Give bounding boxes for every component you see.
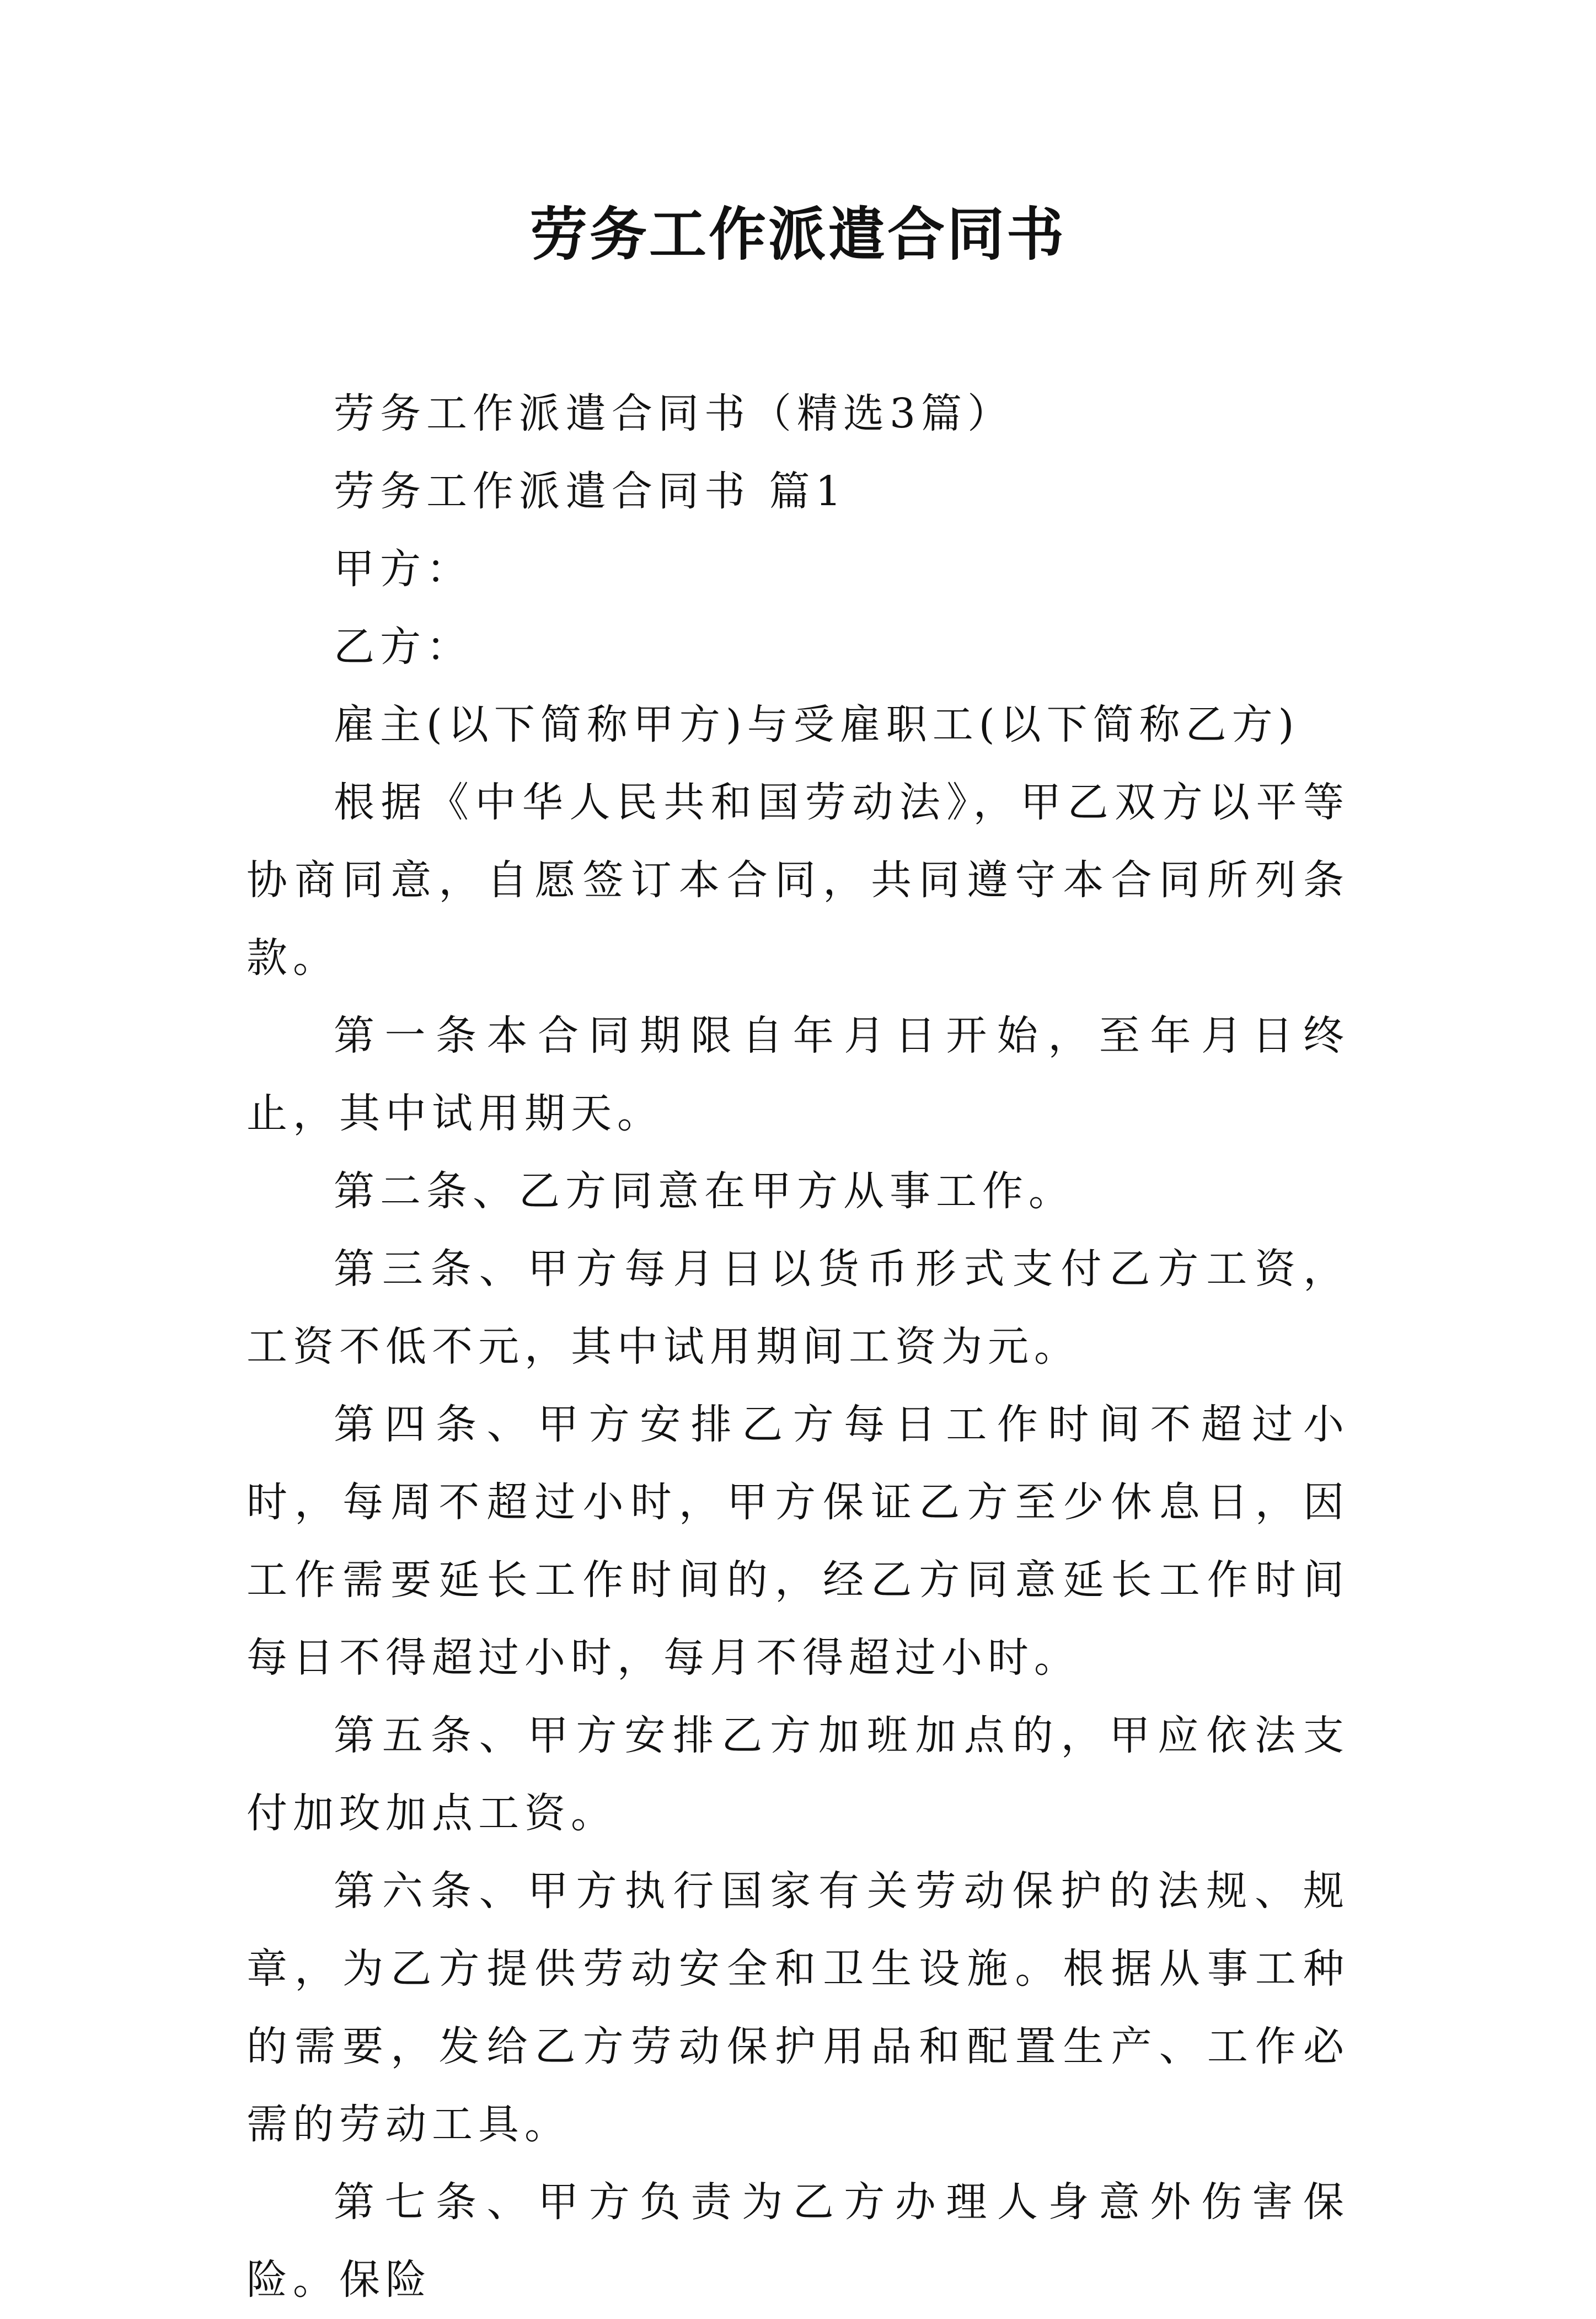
paragraph-preamble: 根据《中华人民共和国劳动法》，甲乙双方以平等协商同意，自愿签订本合同，共同遵守本合同所列条款。	[247, 779, 1349, 982]
paragraph-article-7: 第七条、甲方负责为乙方办理人身意外伤害保险。保险	[247, 2178, 1349, 2304]
paragraph-section-heading: 劳务工作派遣合同书 篇1	[334, 468, 847, 515]
paragraph-article-1: 第一条本合同期限自年月日开始，至年月日终止，其中试用期天。	[247, 1012, 1349, 1137]
document-title: 劳务工作派遣合同书	[529, 200, 1066, 268]
document-body	[247, 375, 1349, 2319]
paragraph-article-6: 第六条、甲方执行国家有关劳动保护的法规、规章，为乙方提供劳动安全和卫生设施。根据从事工种的需要，发给乙方劳动保护用品和配置生产、工作必需的劳动工具。	[247, 1867, 1349, 2148]
paragraph-parties-definition: 雇主(以下简称甲方)与受雇职工(以下简称乙方)	[334, 701, 1300, 748]
paragraph-party-b: 乙方：	[334, 623, 473, 671]
paragraph-article-3: 第三条、甲方每月日以货币形式支付乙方工资，工资不低不元，其中试用期间工资为元。	[247, 1245, 1349, 1370]
paragraph-party-a: 甲方：	[334, 545, 473, 593]
paragraph-article-5: 第五条、甲方安排乙方加班加点的，甲应依法支付加玫加点工资。	[247, 1712, 1349, 1837]
paragraph-article-4: 第四条、甲方安排乙方每日工作时间不超过小时，每周不超过小时，甲方保证乙方至少休息日，因工作需要延长工作时间的，经乙方同意延长工作时间每日不得超过小时，每月不得超过小时。	[247, 1401, 1349, 1681]
paragraph-subtitle: 劳务工作派遣合同书（精选3篇）	[334, 390, 1014, 437]
paragraph-article-2: 第二条、乙方同意在甲方从事工作。	[334, 1167, 1075, 1215]
